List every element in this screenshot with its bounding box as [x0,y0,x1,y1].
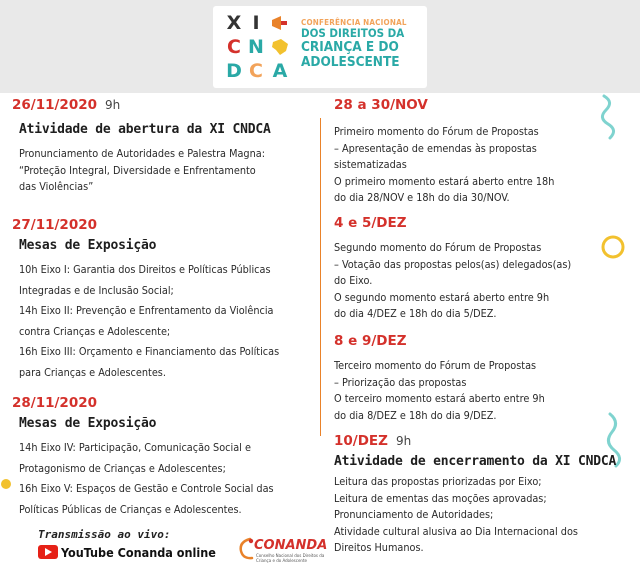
day-date [12,96,271,114]
text-line: do dia 8/DEZ e 18h do dia 9/DEZ. [334,408,497,422]
text-line: Protagonismo de Crianças e Adolescentes; [19,461,226,475]
text-line: – Priorização das propostas [334,375,467,389]
wave-decoration-icon [596,92,636,142]
livestream-info [38,528,216,560]
forum-stage [334,96,554,207]
date-label: 10/DEZ [334,433,388,449]
text-line: 14h Eixo II: Prevenção e Enfrentamento da Violência [19,304,274,317]
closing-heading: Atividade de encerramento da XI CNDCA [334,454,617,469]
text-line: Atividade cultural alusiva ao Dia Internacional dos [334,524,578,538]
text-line: “Proteção Integral, Diversidade e Enfrentamento [19,163,256,177]
logo-letter: X [226,12,242,34]
conanda-swirl-icon [236,536,256,562]
logo-letter: N [248,36,264,58]
date-label: 26/11/2020 [12,97,98,113]
day-date: 27/11/2020 [12,217,98,233]
text-line: 10h Eixo I: Garantia dos Direitos e Políticas Públicas [19,263,271,276]
text-line: – Apresentação de emendas às propostas [334,141,537,155]
day-description [19,438,274,520]
ring-decoration-icon [596,232,630,262]
text-line: Direitos Humanos. [334,541,424,554]
text-line: O segundo momento estará aberto entre 9h [334,290,550,304]
text-line: do dia 28/NOV e 18h do dia 30/NOV. [334,191,510,204]
logo-title [301,18,425,70]
closing-day [334,432,616,557]
conference-logo [213,6,427,88]
stage-date: 28 a 30/NOV [334,97,428,113]
text-line: Terceiro momento do Fórum de Propostas [334,359,537,372]
stage-description [334,124,554,207]
stream-label: Transmissão ao vivo: [38,528,171,541]
text-line: 14h Eixo IV: Participação, Comunicação Social e [19,441,251,454]
logo-letter: C [227,36,241,58]
text-line: contra Crianças e Adolescente; [19,324,171,338]
time-label: 9h [105,98,121,112]
text-line: Integradas e de Inclusão Social; [19,283,174,297]
text-line: Leitura das propostas priorizadas por Eixo; [334,475,542,488]
logo-line: ADOLESCENTE [301,54,400,70]
text-line: O primeiro momento estará aberto entre 18h [334,174,555,188]
day-description [19,146,271,196]
text-line: 16h Eixo III: Orçamento e Financiamento das Políticas [19,345,280,358]
conanda-subtitle: Conselho Nacional dos Direitos da Criança e do Adolescente [256,553,325,563]
text-line: Primeiro momento do Fórum de Propostas [334,125,539,138]
youtube-label: YouTube Conanda online [61,545,216,560]
logo-monogram [223,12,297,84]
logo-letter: A [272,60,288,82]
forum-stage [334,214,571,323]
text-line: Políticas Públicas de Crianças e Adolescentes. [19,502,242,516]
conanda-wordmark: CONANDA [254,538,328,553]
text-line: sistematizadas [334,158,407,171]
stage-date: 4 e 5/DEZ [334,215,407,231]
time-label: 9h [395,434,412,448]
logo-letter: C [249,60,263,82]
text-line: para Crianças e Adolescentes. [19,365,166,379]
day-date: 28/11/2020 [12,395,98,411]
youtube-link[interactable] [38,545,216,560]
schedule-day [8,394,274,520]
timeline-divider [320,118,321,436]
day-heading: Mesas de Exposição [19,416,157,431]
text-line: Leitura de ementas das moções aprovadas; [334,491,547,505]
day-description [19,260,279,383]
day-heading: Mesas de Exposição [19,238,157,253]
logo-line: CRIANÇA E DO [301,39,399,55]
text-line: Pronunciamento de Autoridades e Palestra Magna: [19,147,265,160]
text-line: do Eixo. [334,274,373,287]
text-line: O terceiro momento estará aberto entre 9h [334,392,545,405]
text-line: 16h Eixo V: Espaços de Gestão e Controle Social das [19,482,274,495]
stage-date: 8 e 9/DEZ [334,333,407,349]
text-line: Segundo momento do Fórum de Propostas [334,241,542,254]
logo-letter: I [252,12,260,34]
conanda-logo [236,534,336,564]
megaphone-icon [269,12,291,34]
schedule-day [8,96,271,196]
youtube-icon [38,545,58,559]
logo-letter: D [226,60,242,82]
closing-description [334,474,616,557]
logo-line: DOS DIREITOS DA [301,26,405,40]
stage-description [334,358,545,424]
forum-stage [334,332,545,424]
logo-line: CONFERÊNCIA NACIONAL [301,18,407,27]
day-heading: Atividade de abertura da XI CNDCA [19,122,271,137]
schedule-day [8,216,279,383]
text-line: das Violências” [19,180,94,193]
text-line: – Votação das propostas pelos(as) delegados(as) [334,257,572,271]
text-line: Pronunciamento de Autoridades; [334,508,494,521]
brazil-map-icon [269,36,291,58]
stage-date [334,432,616,450]
text-line: do dia 4/DEZ e 18h do dia 5/DEZ. [334,307,497,320]
stage-description [334,240,571,323]
